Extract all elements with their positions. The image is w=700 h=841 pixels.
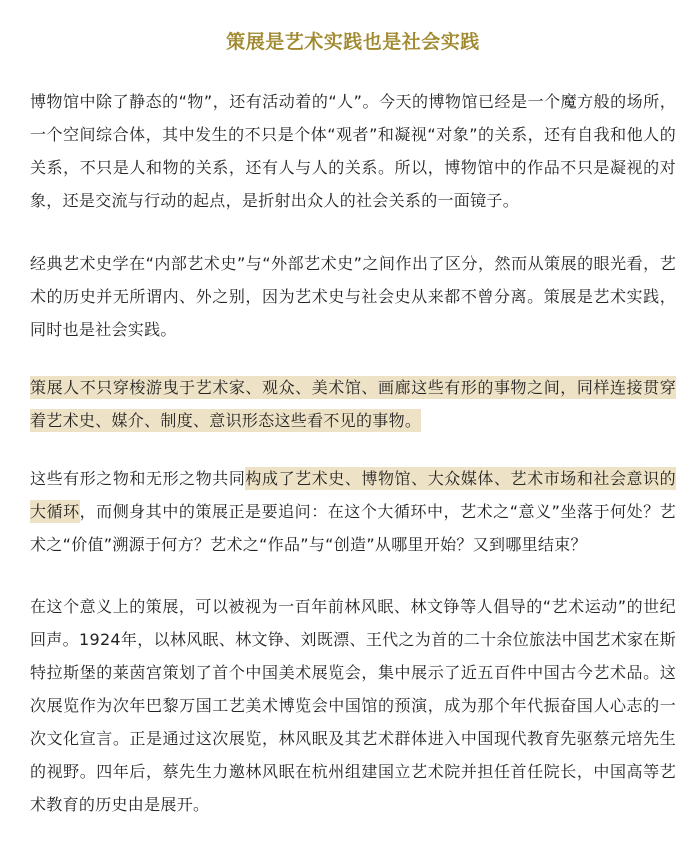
paragraph-4-lead: 这些有形之物和无形之物共同 (30, 469, 246, 488)
title-wrap (30, 0, 676, 55)
paragraph-4 (30, 462, 676, 561)
paragraph-1: 博物馆中除了静态的“物”，还有活动着的“人”。今天的博物馆已经是一个魔方般的场所，一个空间综合体，其中发生的不只是个体“观者”和凝视“对象”的关系，还有自我和他人的关系，不只是人和物的关系，还有人与人的关系。所以，博物馆中的作品不只是凝视的对象，还是交流与行动的起点，是折射出众人的社会关系的一面镜子。 (30, 92, 676, 210)
paragraph-4-rest: ，而侧身其中的策展正是要追问：在这个大循环中，艺术之“意义”坐落于何处？艺术之“价值”溯源于何方？艺术之“作品”与“创造”从哪里开始？又到哪里结束？ (30, 502, 676, 554)
article-title: 策展是艺术实践也是社会实践 (226, 31, 480, 53)
paragraph-3 (30, 371, 676, 437)
paragraph-5: 在这个意义上的策展，可以被视为一百年前林风眠、林文铮等人倡导的“艺术运动”的世纪回声。1924年，以林风眠、林文铮、刘既漂、王代之为首的二十余位旅法中国艺术家在斯特拉斯堡的莱茵宫策划了首个中国美术展览会，集中展示了近五百件中国古今艺术品。这次展览作为次年巴黎万国工艺美术博览会中国馆的预演，成为那个年代振奋国人心志的一次文化宣言。正是通过这次展览，林风眠及其艺术群体进入中国现代教育先驱蔡元培先生的视野。四年后，蔡先生力邀林风眠在杭州组建国立艺术院并担任首任院长，中国高等艺术教育的历史由是展开。 (30, 597, 676, 814)
highlighted-quote: 策展人不只穿梭游曳于艺术家、观众、美术馆、画廊这些有形的事物之间，同样连接贯穿着艺术史、媒介、制度、意识形态这些看不见的事物。 (30, 378, 676, 430)
paragraph-2: 经典艺术史学在“内部艺术史”与“外部艺术史”之间作出了区分，然而从策展的眼光看，艺术的历史并无所谓内、外之别，因为艺术史与社会史从来都不曾分离。策展是艺术实践，同时也是社会实践。 (30, 254, 676, 339)
highlighted-phrase: 构成了艺术史、博物馆、大众媒体、艺术市场和社会意识的大循环 (30, 469, 676, 521)
